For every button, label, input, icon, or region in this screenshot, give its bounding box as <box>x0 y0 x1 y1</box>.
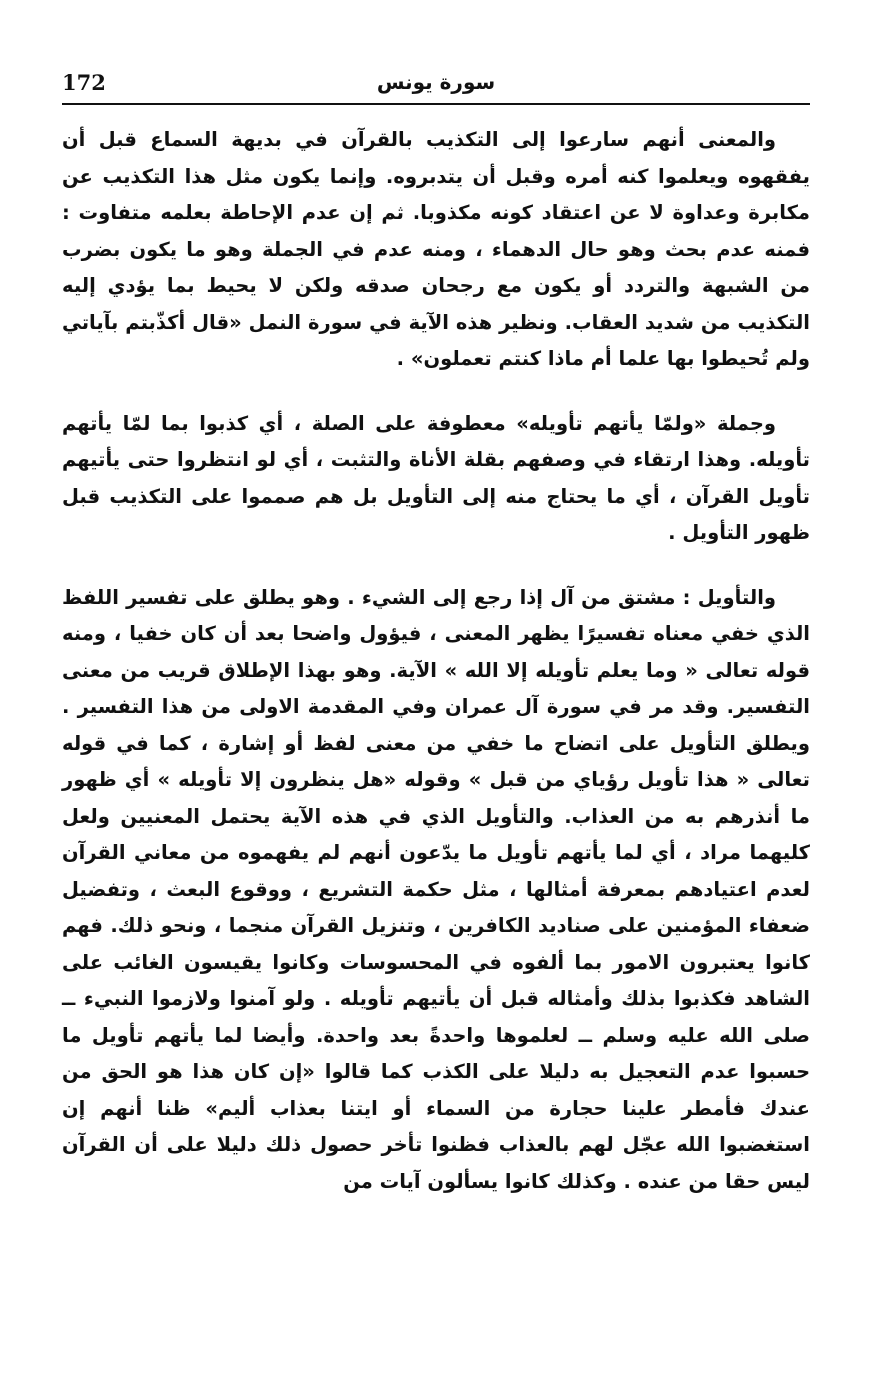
paragraph: والتأويل : مشتق من آل إذا رجع إلى الشيء . وهو يطلق على تفسير اللفظ الذي خفي معناه تفسيرًا يظهر المعنى ، فيؤول واضحا بعد أن كان خفيا ، ومنه قوله تعالى « وما يعلم تأويله إلا الله » الآية. وهو بهذا الإطلاق قريب من معنى التفسير. وقد مر في سورة آل عمران وفي المقدمة الاولى من هذا التفسير . ويطلق التأويل على اتضاح ما خفي من معنى لفظ أو إشارة ، كما في قوله تعالى « هذا تأويل رؤياي من قبل » وقوله «هل ينظرون إلا تأويله » أي ظهور ما أنذرهم به من العذاب. والتأويل الذي في هذه الآية يحتمل المعنيين ولعل كليهما مراد ، أي لما يأتهم تأويل ما يدّعون أنهم لم يفهموه من معاني القرآن لعدم اعتيادهم بمعرفة أمثالها ، مثل حكمة التشريع ، ووقوع البعث ، وتفضيل ضعفاء المؤمنين على صناديد الكافرين ، وتنزيل القرآن منجما ، ونحو ذلك. فهم كانوا يعتبرون الامور بما ألفوه في المحسوسات وكانوا يقيسون الغائب على الشاهد فكذبوا بذلك وأمثاله قبل أن يأتيهم تأويله . ولو آمنوا ولازموا النبيء ــ صلى الله عليه وسلم ــ لعلموها واحدةً بعد واحدة. وأيضا لما يأتهم تأويل ما حسبوا عدم التعجيل به دليلا على الكذب كما قالوا «إن كان هذا هو الحق من عندك فأمطر علينا حجارة من السماء أو ايتنا بعذاب أليم» ظنا أنهم إن استغضبوا الله عجّل لهم بالعذاب فظنوا تأخر حصول ذلك دليلا على أن القرآن ليس حقا من عنده . وكذلك كانوا يسألون آيات من <box>62 585 810 1193</box>
page-header <box>62 66 810 104</box>
page-body <box>62 122 810 1200</box>
paragraph-gap <box>62 552 810 580</box>
header-rule <box>62 103 810 105</box>
paragraph: والمعنى أنهم سارعوا إلى التكذيب بالقرآن في بديهة السماع قبل أن يفقهوه ويعلموا كنه أمره وقبل أن يتدبروه. وإنما يكون مثل هذا التكذيب عن مكابرة وعداوة لا عن اعتقاد كونه مكذوبا. ثم إن عدم الإحاطة بعلمه متفاوت : فمنه عدم بحث وهو حال الدهماء ، ومنه عدم في الجملة وهو ما يكون بضرب من الشبهة والتردد أو يكون مع رجحان صدقه ولكن لا يحيط بما يؤدي إليه التكذيب من شديد العقاب. ونظير هذه الآية في سورة النمل «قال أكذّبتم بآياتي ولم تُحيطوا بها علما أم ماذا كنتم تعملون» . <box>62 128 810 370</box>
running-title: سورة يونس <box>376 70 496 94</box>
paragraph-gap <box>62 378 810 406</box>
paragraph: وجملة «ولمّا يأتهم تأويله» معطوفة على الصلة ، أي كذبوا بما لمّا يأتهم تأويله. وهذا ارتقاء في وصفهم بقلة الأناة والتثبت ، أي لو انتظروا حتى يأتيهم تأويل القرآن ، أي ما يحتاج منه إلى التأويل بل هم صمموا على التكذيب قبل ظهور التأويل . <box>62 411 810 544</box>
page-number: 172 <box>62 70 106 95</box>
